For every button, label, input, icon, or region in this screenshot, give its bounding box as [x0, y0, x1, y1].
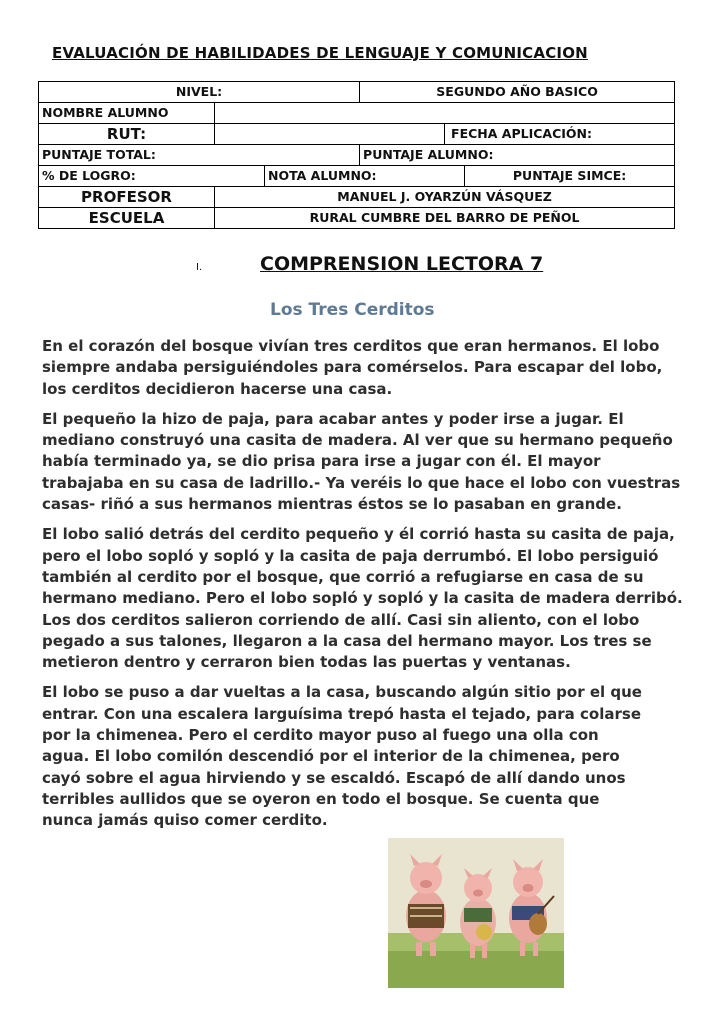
three-pigs-illustration [388, 838, 564, 988]
story-paragraph: El lobo salió detrás del cerdito pequeño y él corrió hasta su casita de paja, pero el lobo sopló y sopló y la casita de paja derrumbó. El lobo persiguió también al cerdito por el bosque, que corrió a refugiarse en casa de su hermano mediano. Pero el lobo sopló y sopló y la casita de madera derribó. Los dos cerditos salieron corriendo de allí. Casi sin aliento, con el lobo pegado a sus talones, llegaron a la casa del hermano mayor. Los tres se metieron dentro y cerraron bien todas las puertas y ventanas. [42, 525, 683, 672]
puntaje-alumno-label: PUNTAJE ALUMNO: [360, 145, 675, 166]
nota-label: NOTA ALUMNO: [265, 166, 465, 187]
story-title: Los Tres Cerditos [270, 300, 435, 320]
escuela-value: RURAL CUMBRE DEL BARRO DE PEÑOL [215, 208, 675, 229]
story-paragraph: El pequeño la hizo de paja, para acabar antes y poder irse a jugar. El mediano construyó una casita de madera. Al ver que su hermano pequeño había terminado ya, se dio prisa para irse a jugar con él. El mayor trabajaba en su casa de ladrillo.- Ya veréis lo que hace el lobo con vuestras casas- riñó a sus hermanos mientras éstos se lo pasaban en grande. [42, 409, 681, 514]
section-title: COMPRENSION LECTORA 7 [260, 253, 544, 275]
story-paragraph: El lobo se puso a dar vueltas a la casa, buscando algún sitio por el que entrar. Con una escalera larguísima trepó hasta el tejado, para colarse por la chimenea. Pero el cerdito mayor puso al fuego una olla con agua. El lobo comilón descendió por el interior de la chimenea, pero cayó sobre el agua hirviendo y se escaldó. Escapó de allí dando unos terribles aullidos que se oyeron en todo el bosque. Se cuenta que nunca jamás quiso comer cerdito. [42, 683, 642, 830]
profesor-value: MANUEL J. OYARZÚN VÁSQUEZ [215, 187, 675, 208]
nombre-value[interactable] [215, 103, 675, 124]
simce-label: PUNTAJE SIMCE: [465, 166, 675, 187]
fecha-label: FECHA APLICACIÓN: [445, 124, 675, 145]
page-title: EVALUACIÓN DE HABILIDADES DE LENGUAJE Y COMUNICACION [52, 44, 588, 62]
rut-value[interactable] [215, 124, 445, 145]
rut-label: RUT: [39, 124, 215, 145]
nivel-value: SEGUNDO AÑO BASICO [360, 82, 675, 103]
story-body [42, 336, 686, 841]
nivel-label: NIVEL: [39, 82, 360, 103]
profesor-label: PROFESOR [39, 187, 215, 208]
student-info-table [38, 81, 675, 229]
puntaje-total-label: PUNTAJE TOTAL: [39, 145, 360, 166]
escuela-label: ESCUELA [39, 208, 215, 229]
section-number: I. [196, 262, 203, 273]
story-paragraph: En el corazón del bosque vivían tres cerditos que eran hermanos. El lobo siempre andaba persiguiéndoles para comérselos. Para escapar del lobo, los cerditos decidieron hacerse una casa. [42, 337, 663, 398]
logro-label: % DE LOGRO: [39, 166, 265, 187]
nombre-label: NOMBRE ALUMNO [39, 103, 215, 124]
